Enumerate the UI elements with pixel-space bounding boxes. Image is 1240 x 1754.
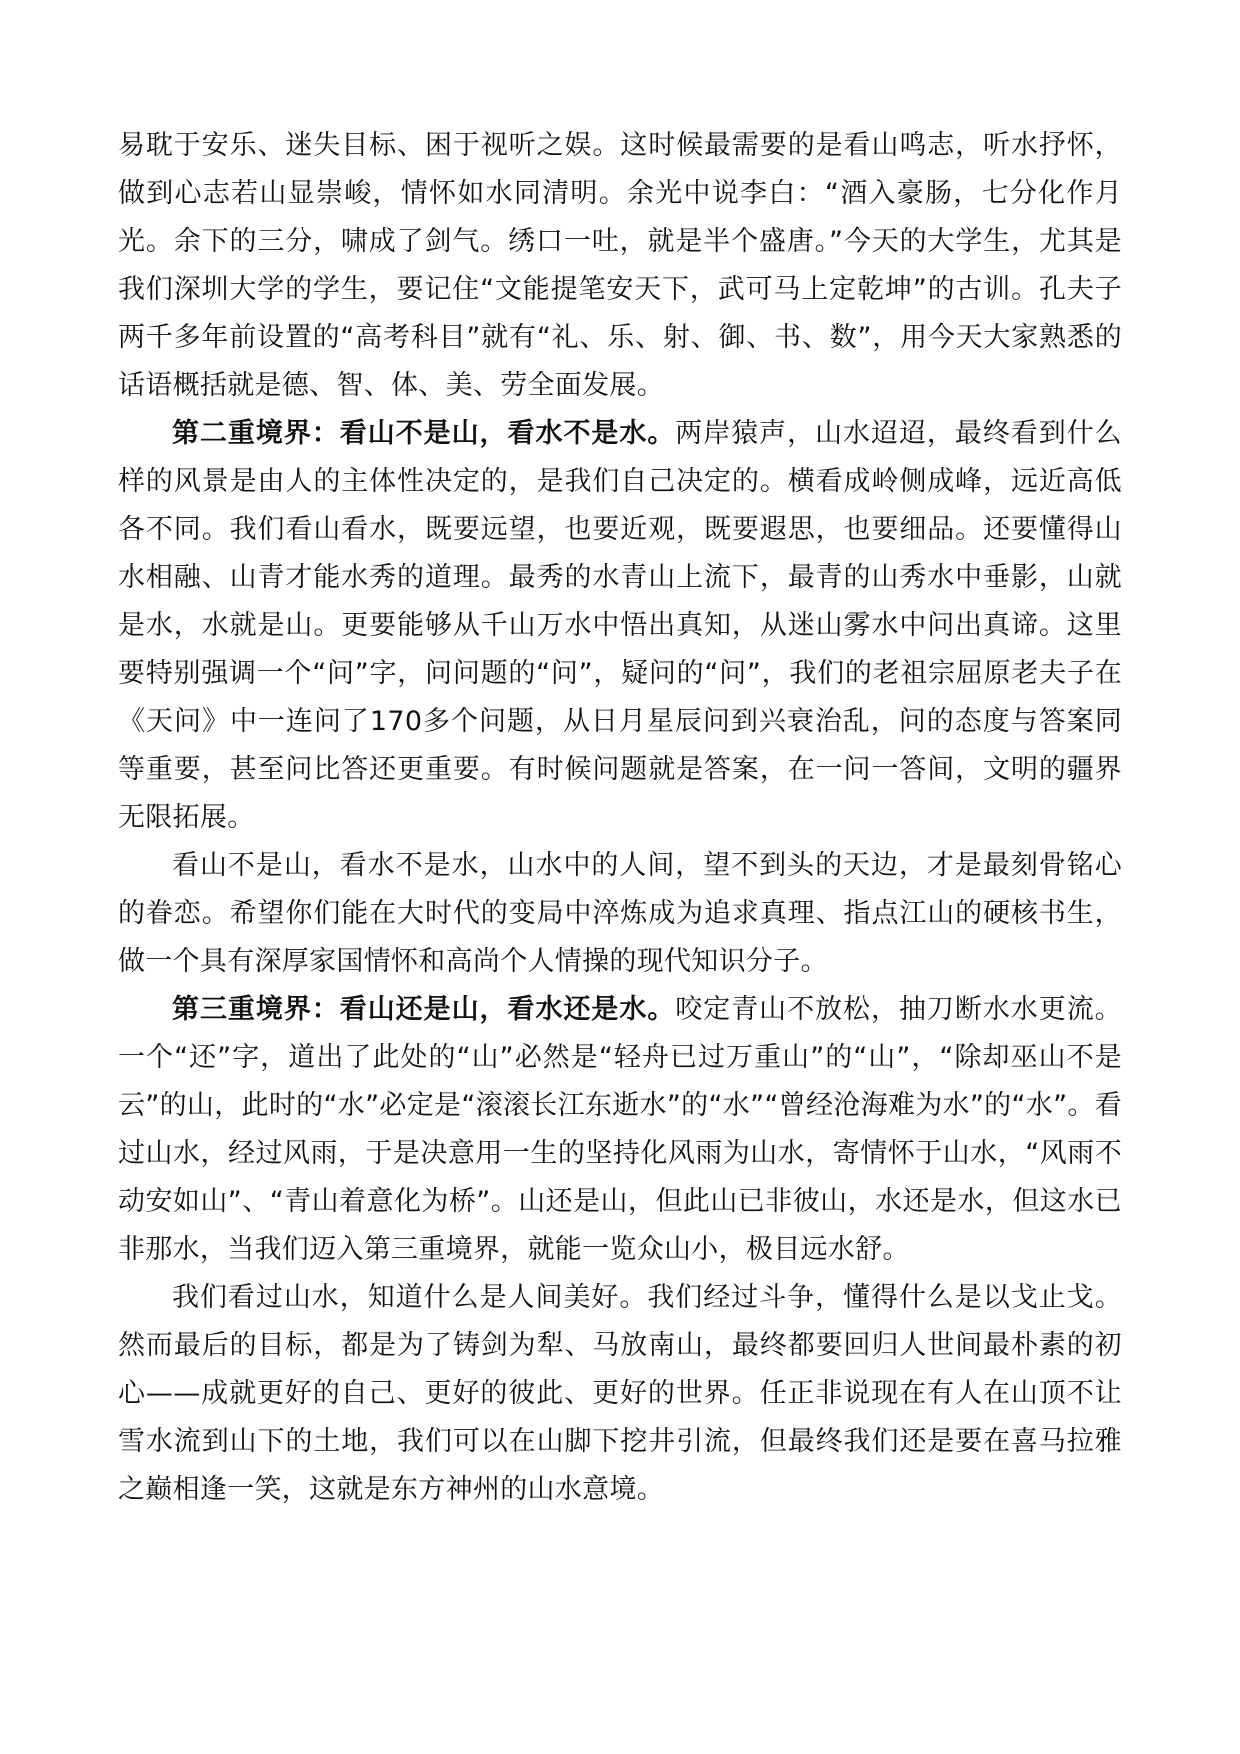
paragraph-lead-heading: 第二重境界：看山不是山，看水不是水。 bbox=[172, 418, 676, 449]
paragraph-continued bbox=[118, 122, 1122, 410]
paragraph-text: 易耽于安乐、迷失目标、困于视听之娱。这时候最需要的是看山鸣志，听水抒怀，做到心志若山显崇峻，情怀如水同清明。余光中说李白：“酒入豪肠，七分化作月光。余下的三分，啸成了剑气。绣口一吐，就是半个盛唐。”今天的大学生，尤其是我们深圳大学的学生，要记住“文能提笔安天下，武可马上定乾坤”的古训。孔夫子两千多年前设置的“高考科目”就有“礼、乐、射、御、书、数”，用今天大家熟悉的话语概括就是德、智、体、美、劳全面发展。 bbox=[118, 130, 1122, 401]
paragraph-second-realm bbox=[118, 410, 1122, 842]
paragraph-text: 我们看过山水，知道什么是人间美好。我们经过斗争，懂得什么是以戈止戈。然而最后的目标，都是为了铸剑为犁、马放南山，最终都要回归人世间最朴素的初心——成就更好的自己、更好的彼此、更好的世界。任正非说现在有人在山顶不让雪水流到山下的土地，我们可以在山脚下挖井引流，但最终我们还是要在喜马拉雅之巅相逢一笑，这就是东方神州的山水意境。 bbox=[118, 1282, 1122, 1505]
paragraph-text: 两岸猿声，山水迢迢，最终看到什么样的风景是由人的主体性决定的，是我们自己决定的。横看成岭侧成峰，远近高低各不同。我们看山看水，既要远望，也要近观，既要遐思，也要细品。还要懂得山水相融、山青才能水秀的道理。最秀的水青山上流下，最青的山秀水中垂影，山就是水，水就是山。更要能够从千山万水中悟出真知，从迷山雾水中问出真谛。这里要特别强调一个“问”字，问问题的“问”，疑问的“问”，我们的老祖宗屈原老夫子在《天问》中一连问了170多个问题，从日月星辰问到兴衰治乱，问的态度与答案同等重要，甚至问比答还更重要。有时候问题就是答案，在一问一答间，文明的疆界无限拓展。 bbox=[118, 418, 1122, 833]
paragraph-lead-heading: 第三重境界：看山还是山，看水还是水。 bbox=[172, 994, 676, 1025]
paragraph-closing bbox=[118, 1274, 1122, 1514]
paragraph-text: 看山不是山，看水不是水，山水中的人间，望不到头的天边，才是最刻骨铭心的眷恋。希望你们能在大时代的变局中淬炼成为追求真理、指点江山的硬核书生，做一个具有深厚家国情怀和高尚个人情操的现代知识分子。 bbox=[118, 850, 1122, 977]
document-body bbox=[118, 122, 1122, 1514]
paragraph-text: 咬定青山不放松，抽刀断水水更流。一个“还”字，道出了此处的“山”必然是“轻舟已过万重山”的“山”，“除却巫山不是云”的山，此时的“水”必定是“滚滚长江东逝水”的“水”“曾经沧海难为水”的“水”。看过山水，经过风雨，于是决意用一生的坚持化风雨为山水，寄情怀于山水，“风雨不动安如山”、“青山着意化为桥”。山还是山，但此山已非彼山，水还是水，但这水已非那水，当我们迈入第三重境界，就能一览众山小，极目远水舒。 bbox=[118, 994, 1122, 1265]
paragraph-second-realm-summary bbox=[118, 842, 1122, 986]
paragraph-third-realm bbox=[118, 986, 1122, 1274]
